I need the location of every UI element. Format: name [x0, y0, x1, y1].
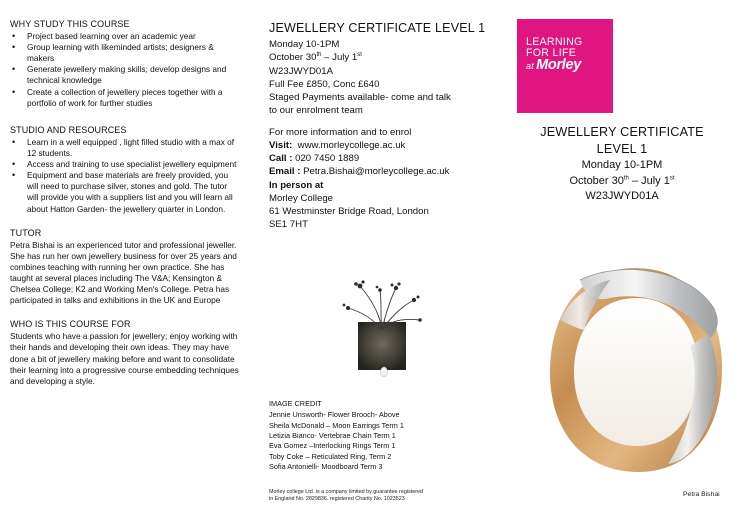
logo-line-2: FOR LIFE — [526, 46, 577, 59]
payments-line-1: Staged Payments available- come and talk — [269, 92, 451, 104]
who-text: Students who have a passion for jewellery; enjoy working with their hands and developing their own ideas. They may have done a bit of jewellery making before and want to consolidate their learning into a progressive course embedding techniques and developing a style. — [10, 331, 239, 386]
course-fee: Full Fee £850, Conc £640 — [269, 78, 380, 90]
call-label: Call : — [269, 153, 293, 165]
cover-dates: October 30th – July 1st — [569, 174, 675, 187]
list-item: • Access and training to use specialist jewellery equipment — [10, 159, 240, 170]
image-credit — [269, 399, 499, 473]
tutor-text: Petra Bishai is an experienced tutor and professional jeweller. She has run her own jewellery business for over 25 years and combines teaching with running her own practice. She has taught at several places including The V&A; Kensington & Chelsea College; K2 and Working Men's College. Petra has participated in talks and exhibitions in the UK and Europe — [10, 239, 237, 306]
address-line-1: Morley College — [269, 192, 333, 204]
cover-title-2: LEVEL 1 — [596, 142, 648, 157]
credit-line: Jennie Unsworth- Flower Brooch- Above — [269, 410, 400, 420]
cover-title-1: JEWELLERY CERTIFICATE — [540, 125, 704, 139]
course-code: W23JWYD01A — [269, 65, 333, 77]
schedule: Monday 10-1PM — [269, 39, 340, 51]
in-person-label: In person at — [269, 179, 324, 191]
tutor-heading: TUTOR — [10, 227, 42, 238]
why-study-heading: WHY STUDY THIS COURSE — [10, 19, 130, 29]
who-heading: WHO IS THIS COURSE FOR — [10, 319, 131, 330]
credit-line: Toby Coke – Reticulated Ring, Term 2 — [269, 451, 392, 461]
gold-silver-ring-image — [540, 250, 730, 482]
flower-brooch-image — [330, 260, 440, 380]
studio-list — [10, 137, 240, 215]
credit-line: Sheila McDonald – Moon Earrings Term 1 — [269, 420, 404, 430]
email-link[interactable]: Petra.Bishai@morleycollege.ac.uk — [303, 166, 450, 178]
phone-number[interactable]: 020 7450 1889 — [295, 153, 360, 165]
cover-code: W23JWYD01A — [585, 190, 659, 203]
course-dates: October 30th – July 1st — [269, 52, 362, 64]
logo-line-1: LEARNING — [526, 36, 583, 48]
email-line — [269, 165, 498, 178]
logo-line-3: at Morley — [526, 57, 582, 74]
enrol-intro: For more information and to enrol — [269, 126, 412, 138]
list-item: • Project based learning over an academic year — [10, 31, 240, 42]
list-item: • Create a collection of jewellery pieces together with a portfolio of work for further studies — [10, 87, 240, 109]
left-column — [0, 0, 248, 525]
photo-credit: Petra Bishai — [683, 491, 720, 498]
learning-for-life-logo — [517, 19, 613, 113]
cover-schedule: Monday 10-1PM — [581, 159, 663, 172]
course-title: JEWELLERY CERTIFICATE LEVEL 1 — [269, 21, 486, 35]
call-line — [269, 152, 498, 165]
list-item: • Group learning with likeminded artists; designers & makers — [10, 42, 240, 64]
cover-info — [502, 124, 742, 205]
visit-label: Visit: — [269, 139, 293, 151]
list-item: • Generate jewellery making skills; develop designs and technical knowledge — [10, 64, 240, 86]
credit-line: Eva Gomez –Interlocking Rings Term 1 — [269, 441, 396, 451]
credit-line: Sofia Antonielli- Moodboard Term 3 — [269, 462, 383, 472]
legal-notice: Morley college Ltd. is a company limited by guarantee registered in England No. 2829836. registered Charity No. 1023523 — [269, 489, 424, 503]
email-label: Email : — [269, 166, 301, 178]
address-line-2: 61 Westminster Bridge Road, London — [269, 206, 429, 218]
payments-line-2: to our enrolment team — [269, 105, 363, 117]
image-credit-heading: IMAGE CREDIT — [269, 399, 322, 408]
why-study-list — [10, 31, 240, 109]
studio-heading: STUDIO AND RESOURCES — [10, 124, 127, 135]
address-line-3: SE1 7HT — [269, 219, 308, 231]
list-item: • Learn in a well equipped , light filled studio with a max of 12 students. — [10, 137, 240, 159]
list-item: • Equipment and base materials are freely provided, you will need to purchase silver, stones and gold. The tutor will provide you with a suppliers list and you will learn all about Hatton Garden- the jewellery quarter in London. — [10, 170, 240, 214]
credit-line: Letizia Bianco- Vertebrae Chain Term 1 — [269, 431, 396, 441]
visit-line — [269, 139, 498, 152]
website-link[interactable]: www.morleycollege.ac.uk — [297, 139, 406, 151]
